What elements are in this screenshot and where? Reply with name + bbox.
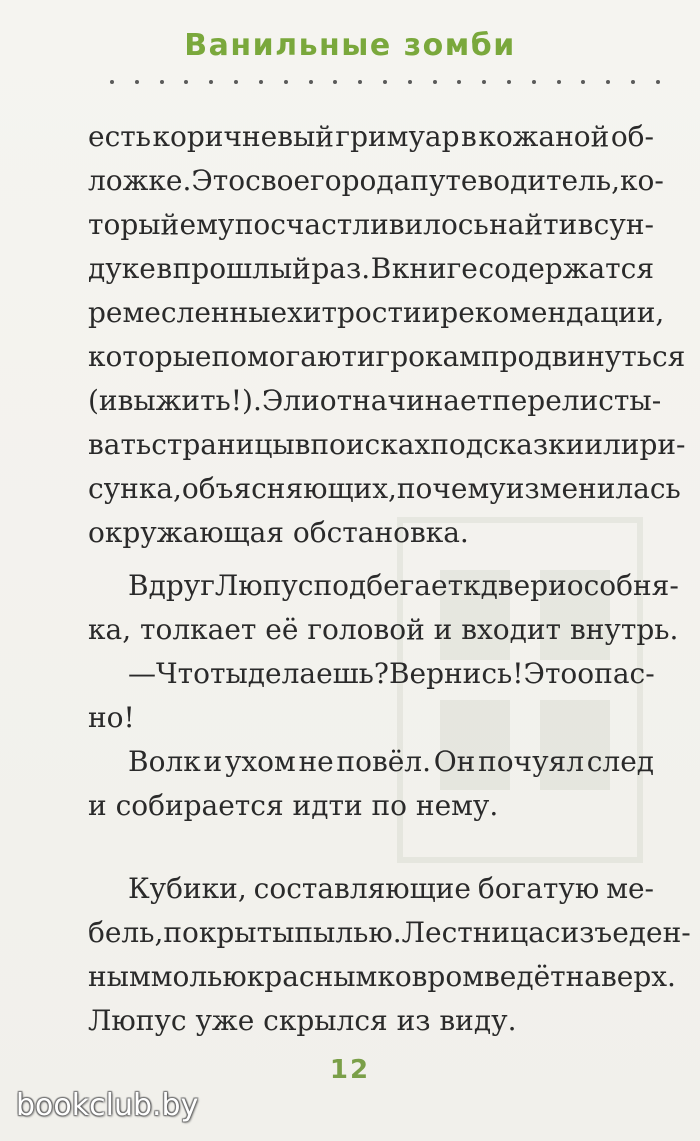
word: продвинуться xyxy=(480,340,686,373)
text-line-8 xyxy=(88,423,686,467)
word: ухом xyxy=(224,745,296,778)
word: ведёт xyxy=(484,960,566,993)
divider-dot xyxy=(482,80,486,84)
word: в xyxy=(461,120,477,153)
word: найти xyxy=(489,208,578,241)
word: своего xyxy=(245,164,342,197)
divider-dot xyxy=(557,80,561,84)
word: с xyxy=(544,916,561,949)
text-line-20: Люпус уже скрылся из виду. xyxy=(88,1004,517,1037)
word: ему xyxy=(179,208,235,241)
divider-dot xyxy=(656,80,660,84)
word: помогают xyxy=(211,340,357,373)
word: и xyxy=(421,296,441,329)
divider-dot xyxy=(433,80,437,84)
word: изменилась xyxy=(505,472,681,505)
word: повёл. xyxy=(336,745,431,778)
word: особня- xyxy=(566,569,679,602)
word: страницы xyxy=(151,428,295,461)
word: кожаной xyxy=(478,120,610,153)
word: наверх. xyxy=(565,960,676,993)
word: и xyxy=(203,745,223,778)
word: об- xyxy=(610,120,654,153)
word: ложке. xyxy=(88,164,192,197)
text-line-13 xyxy=(128,652,654,696)
word: Он xyxy=(433,745,476,778)
word: подсказки xyxy=(430,428,585,461)
divider-dot xyxy=(333,80,337,84)
word: (и xyxy=(88,384,118,417)
word: молью xyxy=(150,960,247,993)
divider-dot xyxy=(309,80,313,84)
word: покрыты xyxy=(163,916,295,949)
word: Это xyxy=(523,657,578,690)
divider-dot xyxy=(581,80,585,84)
word: объясняющих, xyxy=(181,472,397,505)
text-line-18 xyxy=(88,911,691,955)
word: посчастливилось xyxy=(234,208,489,241)
text-line-9 xyxy=(88,467,681,511)
word: рекомендации, xyxy=(440,296,665,329)
word: красным xyxy=(246,960,378,993)
page-number: 12 xyxy=(329,1055,371,1085)
word: опас- xyxy=(577,657,655,690)
word: составляющие xyxy=(253,872,471,905)
divider-dot xyxy=(507,80,511,84)
word: — xyxy=(128,657,156,690)
word: почуял xyxy=(478,745,584,778)
word: содержатся xyxy=(478,252,654,285)
divider-dot xyxy=(631,80,635,84)
word: В xyxy=(370,252,392,285)
word: выжить!). xyxy=(117,384,262,417)
divider-dot xyxy=(457,80,461,84)
text-line-3 xyxy=(88,203,654,247)
text-line-12: ка, толкает её головой и входит внутрь. xyxy=(88,613,679,646)
text-line-19 xyxy=(88,955,676,999)
text-line-11 xyxy=(128,564,679,608)
word: ковром xyxy=(377,960,484,993)
word: Люпус xyxy=(214,569,314,602)
word: или xyxy=(584,428,640,461)
word: Кубики, xyxy=(128,872,247,905)
text-line-10: окружающая обстановка. xyxy=(88,516,469,549)
divider-dot xyxy=(234,80,238,84)
running-header-title: Ванильные зомби xyxy=(184,28,516,63)
header-dotted-divider xyxy=(110,72,660,92)
word: делаешь? xyxy=(247,657,389,690)
text-line-2 xyxy=(88,159,664,203)
word: перелисты- xyxy=(492,384,662,417)
word: в xyxy=(577,208,594,241)
word: Что xyxy=(156,657,210,690)
word: сунка, xyxy=(88,472,182,505)
divider-dot xyxy=(259,80,263,84)
word: ты xyxy=(210,657,248,690)
word: почему xyxy=(396,472,506,505)
word: коричневый xyxy=(152,120,334,153)
word: путеводитель, xyxy=(410,164,620,197)
word: Это xyxy=(191,164,246,197)
word: бель, xyxy=(88,916,164,949)
word: которые xyxy=(88,340,212,373)
divider-dot xyxy=(110,80,114,84)
text-line-1 xyxy=(88,115,654,159)
divider-dot xyxy=(135,80,139,84)
word: к xyxy=(463,569,481,602)
word: ным xyxy=(88,960,151,993)
word: игрокам xyxy=(356,340,481,373)
word: Элиот xyxy=(261,384,353,417)
word: ко- xyxy=(620,164,664,197)
divider-dot xyxy=(160,80,164,84)
word: след xyxy=(586,745,654,778)
word: Вдруг xyxy=(128,569,215,602)
word: книге xyxy=(391,252,478,285)
word: вать xyxy=(88,428,152,461)
word: гримуар xyxy=(335,120,460,153)
word: сун- xyxy=(593,208,654,241)
word: есть xyxy=(88,120,151,153)
word: Лестница xyxy=(401,916,545,949)
word: Вернись! xyxy=(388,657,524,690)
text-line-4 xyxy=(88,247,654,291)
divider-dot xyxy=(606,80,610,84)
word: пылью. xyxy=(294,916,402,949)
word: богатую xyxy=(477,872,600,905)
text-line-6 xyxy=(88,335,686,379)
text-line-14: но! xyxy=(88,701,135,734)
text-line-15 xyxy=(128,740,654,784)
divider-dot xyxy=(383,80,387,84)
word: Волк xyxy=(128,745,201,778)
word: в xyxy=(156,252,173,285)
divider-dot xyxy=(209,80,213,84)
divider-dot xyxy=(284,80,288,84)
word: торый xyxy=(88,208,180,241)
divider-dot xyxy=(358,80,362,84)
text-line-17 xyxy=(128,867,654,911)
watermark-text: bookclub.by xyxy=(16,1088,199,1123)
divider-dot xyxy=(408,80,412,84)
divider-dot xyxy=(184,80,188,84)
text-line-5 xyxy=(88,291,665,335)
word: дуке xyxy=(88,252,156,285)
word: подбегает xyxy=(313,569,464,602)
word: в xyxy=(294,428,311,461)
text-line-7 xyxy=(88,379,662,423)
word: поисках xyxy=(310,428,431,461)
word: не xyxy=(298,745,334,778)
word: изъеден- xyxy=(560,916,691,949)
text-line-16: и собирается идти по нему. xyxy=(88,789,499,822)
word: начинает xyxy=(352,384,493,417)
word: ме- xyxy=(606,872,654,905)
word: рода xyxy=(341,164,411,197)
word: прошлый xyxy=(172,252,311,285)
divider-dot xyxy=(532,80,536,84)
word: хитрости xyxy=(287,296,422,329)
word: раз. xyxy=(311,252,371,285)
word: ремесленные xyxy=(88,296,288,329)
word: двери xyxy=(480,569,567,602)
word: ри- xyxy=(639,428,686,461)
